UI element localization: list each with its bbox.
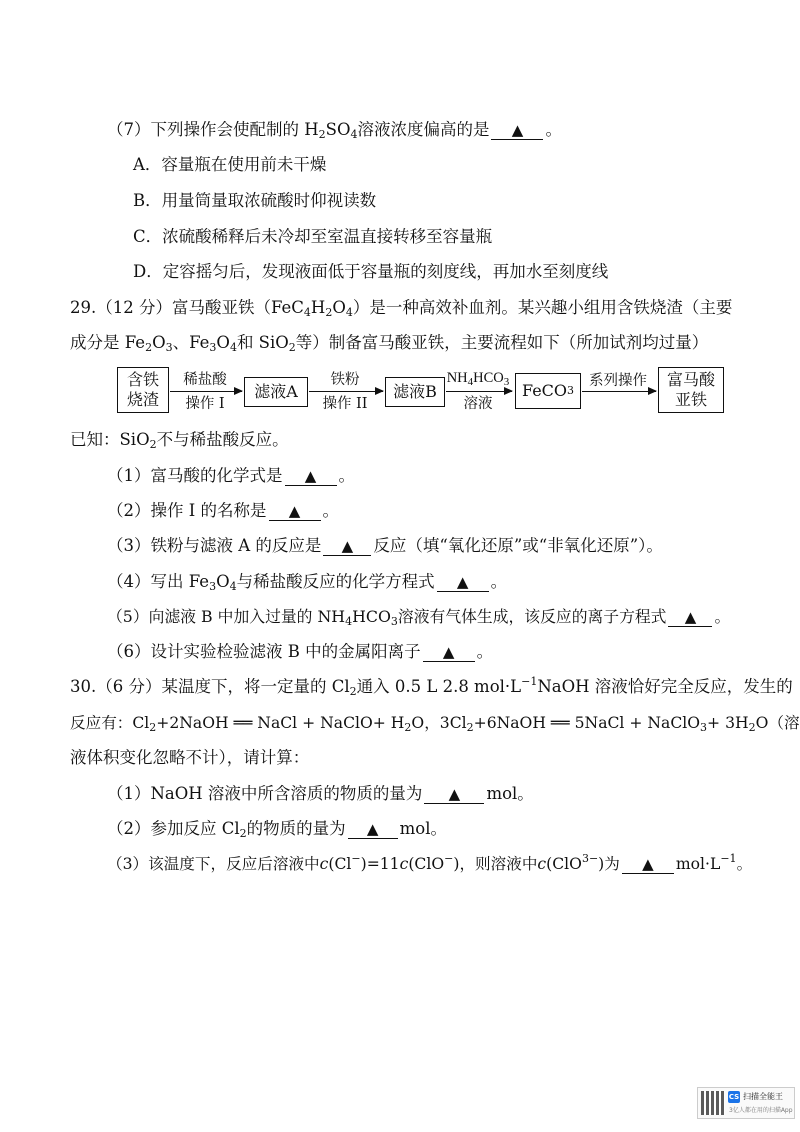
triangle-icon: ▲ [442, 643, 455, 661]
flow-arrow3-solution: 溶液 [463, 396, 493, 412]
triangle-icon: ▲ [341, 537, 354, 555]
q30-line3: 液体积变化忽略不计），请计算： [70, 748, 310, 767]
q29-sub5: （5）向滤液 B 中加入过量的 $NH_4HCO_3$溶液有气体生成，该反应的离子方程式 ▲ 。 [107, 607, 731, 628]
q30-line2: 反应有：$Cl_2+2NaOH$ ══ NaCl + NaClO+ $H_2O$，$3Cl_2+6NaOH$ ══ 5NaCl + NaClO$_3$+ $3H_2O$（溶 [70, 714, 800, 734]
triangle-icon: ▲ [511, 121, 524, 139]
answer-blank[interactable] [668, 608, 712, 627]
q29-line1: 29.（12 分）富马酸亚铁$(FeC_4H_2O_4)$是一种高效补血剂。某兴趣小组用含铁烧渣（主要 [70, 298, 733, 319]
triangle-icon: ▲ [448, 785, 461, 803]
answer-blank[interactable] [348, 820, 398, 839]
answer-blank[interactable] [323, 537, 371, 556]
answer-blank[interactable] [491, 121, 543, 140]
answer-blank[interactable] [424, 785, 484, 804]
scanner-watermark [697, 1087, 795, 1119]
flow-arrow-3 [446, 391, 512, 392]
flow-box-product: 富马酸 亚铁 [658, 367, 724, 413]
q29-known: 已知：SiO$_2$不与稀盐酸反应。 [70, 430, 289, 451]
flow-arrow1-op: 操作 I [185, 396, 225, 412]
q7-option-c: C．浓硫酸稀释后未冷却至室温直接转移至容量瓶 [133, 227, 493, 246]
q30-line1: 30.（6 分）某温度下，将一定量的 $Cl_2$通入 0.5 L 2.8 $mol\cdot L^{-1}NaOH$ 溶液恰好完全反应，发生的 [70, 675, 793, 698]
q30-sub3: （3）该温度下，反应后溶液中c(Cl−)=11c(ClO−)，则溶液中c(ClO$^{3-}$)为 ▲ $mol\cdot L^{-1}$。 [107, 852, 753, 873]
q29-sub2: （2）操作 I 的名称是 ▲ 。 [107, 501, 340, 520]
q29-sub4: （4）写出 $Fe_3O_4$与稀盐酸反应的化学方程式 ▲ 。 [107, 572, 508, 593]
flow-box-filtrate-b: 滤液B [385, 377, 445, 407]
q30-sub2: （2）参加反应 $Cl_2$的物质的量为 ▲ mol。 [107, 819, 448, 840]
answer-blank[interactable] [269, 502, 321, 521]
triangle-icon: ▲ [456, 573, 469, 591]
qr-code-icon [701, 1091, 725, 1115]
triangle-icon: ▲ [288, 502, 301, 520]
flow-box-filtrate-a: 滤液A [244, 377, 308, 407]
flow-arrow2-reagent: 铁粉 [330, 372, 360, 388]
flow-arrow-4 [582, 391, 656, 392]
flow-arrow2-op: 操作 II [322, 396, 368, 412]
flow-arrow1-reagent: 稀盐酸 [183, 372, 227, 388]
flow-arrow-1 [170, 391, 242, 392]
flow-box-slag: 含铁 烧渣 [117, 367, 169, 413]
answer-blank[interactable] [423, 643, 475, 662]
scanner-app-name: 扫描全能王 [743, 1092, 783, 1101]
triangle-icon: ▲ [304, 467, 317, 485]
answer-blank[interactable] [437, 573, 489, 592]
q29-sub3: （3）铁粉与滤液 A 的反应是 ▲ 反应（填“氧化还原”或“非氧化还原”）。 [107, 536, 663, 555]
q29-sub6: （6）设计实验检验滤液 B 中的金属阳离子 ▲ 。 [107, 642, 494, 661]
flow-arrow3-reagent: $NH_4HCO_3$ [446, 370, 510, 388]
triangle-icon: ▲ [366, 820, 379, 838]
q29-sub1: （1）富马酸的化学式是 ▲ 。 [107, 466, 355, 485]
answer-blank[interactable] [622, 855, 674, 874]
flow-arrow4-label: 系列操作 [589, 373, 647, 389]
q7-option-b: B．用量筒量取浓硫酸时仰视读数 [133, 191, 377, 210]
answer-blank[interactable] [285, 467, 337, 486]
cs-logo-icon: CS [728, 1093, 740, 1101]
triangle-icon: ▲ [642, 855, 654, 873]
q7-option-a: A．容量瓶在使用前未干燥 [133, 155, 327, 174]
q7-option-d: D．定容摇匀后，发现液面低于容量瓶的刻度线，再加水至刻度线 [133, 262, 609, 281]
q30-sub1: （1）NaOH 溶液中所含溶质的物质的量为 ▲ mol。 [107, 784, 534, 803]
flow-box-feco3: FeCO 3 [515, 373, 581, 409]
flow-arrow-2 [309, 391, 383, 392]
q7-stem: （7）下列操作会使配制的 $H_2SO_4$溶液浓度偏高的是 ▲ 。 [107, 120, 562, 141]
q29-line2: 成分是 $Fe_2O_3$、$Fe_3O_4$和 SiO$_2$等）制备富马酸亚铁，主要流程如下（所加试剂均过量） [70, 333, 709, 354]
scanner-app-slogan: 3亿人都在用的扫描App [729, 1107, 793, 1114]
triangle-icon: ▲ [684, 608, 697, 626]
